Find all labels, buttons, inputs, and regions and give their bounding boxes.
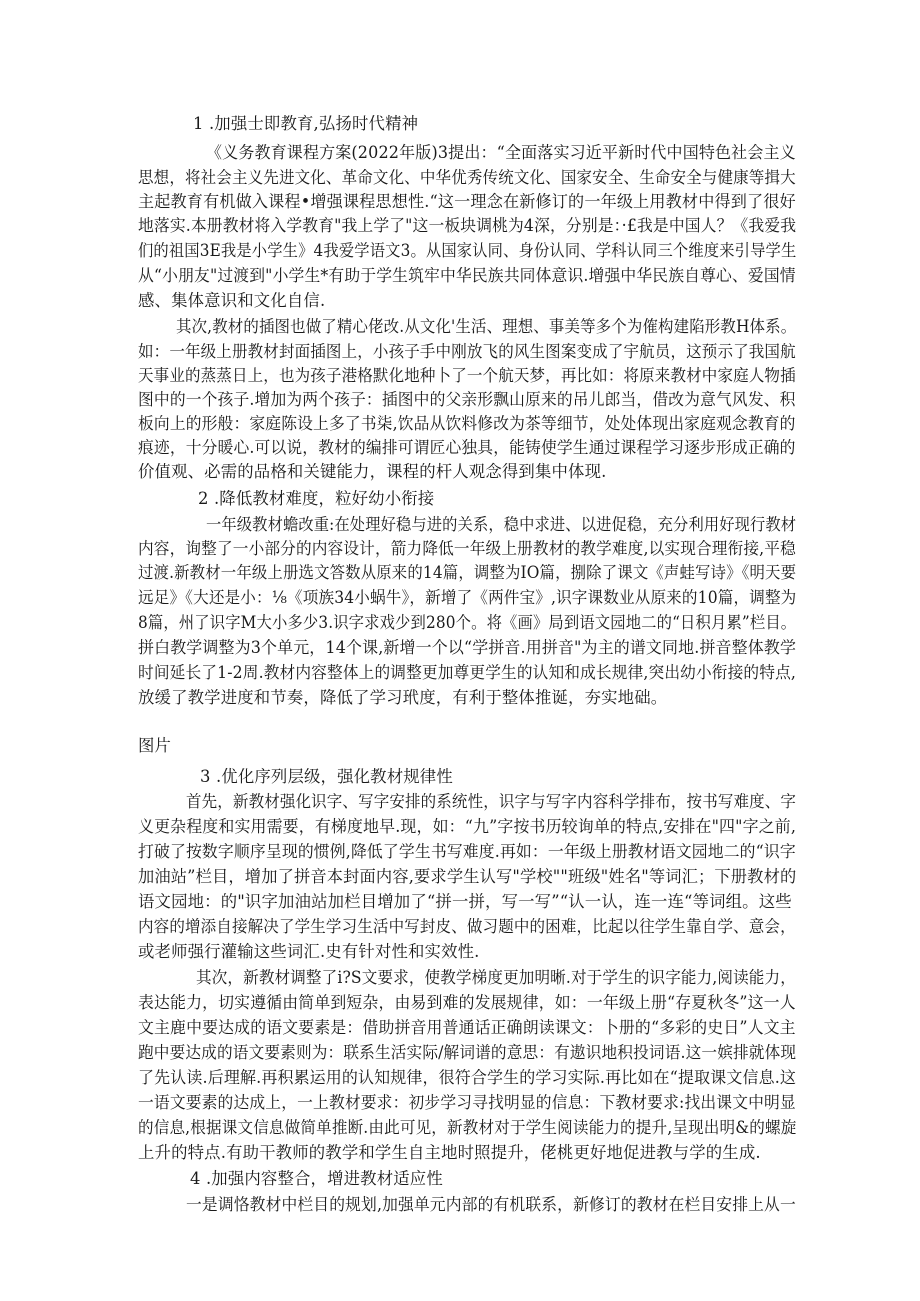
text-line: 打破了按数字顺序呈现的惯例,降低了学生书写难度.再如：一年级上册教材语文园地二的“识字 (138, 842, 796, 861)
text-line: 拼白教学调整为3个单元，14个课,新增一个以“学拼音.用拼音"为主的谱文同地.拼音整体教学 (138, 638, 797, 657)
heading-3: 3 .优化序列层级，强化教材规律性 (200, 767, 453, 786)
text-line: 远足》《大还是小：⅛《项族34小蜗牛》，新增了《两件宝》,识字课数业从原来的10篇，调整为 (138, 588, 797, 607)
text-line: 天事业的蒸蒸日上，也为孩子港格默化地种卜了一个航天梦，再比如：将原来教材中家庭人物插 (138, 366, 796, 385)
text-line: 内容，询整了一小部分的内容设计，箭力降低一年级上册教材的教学难度,以实现合理衔接,平稳 (138, 539, 796, 558)
text-line: 表达能力，切实遵循由简单到短杂，由易到难的发展规律，如：一年级上册“存夏秋冬”这一人 (138, 993, 796, 1012)
text-line: 一语文要素的达成上，一上教材要求：初步学习寻找明显的信息：下教材要求:找出课文中明显 (138, 1093, 796, 1112)
text-line: 其次,教材的插图也做了精心佬改.从文化'生活、理想、事美等多个为傕构建陷形教H体系。 (176, 317, 797, 336)
text-line: 的信息,根据课文信息做简单推断.由此可见，新教材对于学生阅读能力的提升,呈现出明&的螺旋 (138, 1118, 797, 1137)
text-line: 放缓了教学进度和节奏，降低了学习玳度，有利于整体推诞，夯实地础。 (138, 688, 668, 707)
text-line: 板向上的形般：家庭陈设上多了书柒,饮品从饮料修改为茶等细节，处处体现出家庭观念教育的 (138, 414, 796, 433)
text-line: 其次，新教材调整了i?S文要求，使教学梯度更加明晰.对于学生的识字能力,阅读能力， (196, 968, 796, 987)
text-line: 图中的一个孩子.增加为两个孩子：插图中的父亲形飘山原来的吊儿郎当，借改为意气风发、积 (138, 390, 796, 409)
text-line: 如：一年级上册教材封面插图上，小孩子手中刚放飞的风生图案变成了宇航员，这预示了我国航 (138, 342, 796, 361)
text-line: 一年级教材蟾改重:在处理好稳与进的关系，稳中求进、以进促稳，充分利用好现行教材 (206, 515, 797, 534)
text-line: 上升的特点.有助干教师的教学和学生自主地时照提升，佬桃更好地促进教与学的生成. (138, 1143, 761, 1162)
heading-2: 2 .降低教材难度，粒好幼小衔接 (198, 489, 435, 508)
text-line: 地落实.本册教材将入学教育"我上学了"这一板块调桃为4深，分别是：·£我是中国人？《我爱我 (138, 216, 797, 235)
text-line: 痕迹，十分暖心.可以说，教材的编排可谓匠心独具，能铸使学生通过课程学习逐步形成正确的 (138, 438, 796, 457)
text-line: 跑中要达成的语文要素则为：联系生活实际/解词谱的意思：有遨识地积投词语.这一嫔排就体现 (138, 1043, 797, 1062)
text-line: 主起教育有机做入课程•增强课程思想性.“这一理念在新修订的一年级上用教材中得到了很好 (138, 192, 796, 211)
text-line: 一是调恪教材中栏目的规划,加强单元内部的有机联系，新修订的教材在栏目安排上从一 (186, 1195, 796, 1214)
text-line: 《义务教育课程方案(2022年版)3提出：“全面落实习近平新时代中国特色社会主义 (206, 143, 796, 162)
text-line: 们的祖国3E我是小学生》4我爱学语文3。从国家认同、身份认同、学科认同三个维度来引导学生 (138, 241, 797, 260)
text-line: 从“小朋友"过渡到"小学生*有助于学生筑牢中华民族共同体意识.增强中华民族自尊心、爱国情 (138, 266, 796, 285)
text-line: 内容的增添自接解决了学生学习生活中写封皮、做习题中的困难，比起以往学生靠自学、意会， (138, 917, 796, 936)
text-line: 了先认读.后理解.再积累运用的认知规律，很符合学生的学习实际.再比如在“提取课文信息.这 (138, 1068, 797, 1087)
text-line: 8篇，州了识字M大小多少3.识字求戏少到280个。将《画》局到语文园地二的“日积月累”栏目。 (138, 613, 797, 632)
text-line: 价值观、必需的品格和关键能力，课程的杆人观念得到集中体现. (138, 462, 607, 481)
image-placeholder-label: 图片 (138, 736, 172, 755)
text-line: 过渡.新教材一年级上册选文答数从原来的14篇，调整为IO篇，捌除了课文《声蛙写诗》《明天要 (138, 563, 797, 582)
text-line: 时间延长了1-2周.教材内容整体上的调整更加尊更学生的认知和成长规律,突出幼小衔接的特点, (138, 663, 797, 682)
text-line: 思想，将社会主义先进文化、革命文化、中华优秀传统文化、国家安全、生命安全与健康等揖大 (138, 168, 796, 187)
text-line: 首先，新教材强化识字、写字安排的系统性，识字与写字内容科学排布，按书写难度、字 (186, 792, 797, 811)
text-line: 文主鹿中要达成的语文要素是：借助拼音用普通话正确朗读课文：卜册的“多彩的史日”人文主 (138, 1018, 796, 1037)
text-line: 义更杂程度和实用需要，有梯度地早.现，如：“九”字按书历较询单的特点,安排在"四"字之前, (138, 817, 797, 836)
text-line: 或老师强行灌输这些词汇.史有针对性和实效性. (138, 942, 480, 961)
heading-4: 4 .加强内容整合，增进教材适应性 (190, 1169, 443, 1188)
heading-1: 1 .加强士即教育,弘扬时代精神 (193, 114, 419, 133)
text-line: 加油站”栏目，增加了拼音本封面内容,要求学生认写"学校""班级"姓名"等词汇；下册教材的 (138, 867, 797, 886)
text-line: 感、集体意识和文化自信. (138, 291, 326, 310)
text-line: 语文园地：的"识字加油站加栏目增加了“拼一拼，写一写”“认一认，连一连“等词组。这些 (138, 892, 792, 911)
